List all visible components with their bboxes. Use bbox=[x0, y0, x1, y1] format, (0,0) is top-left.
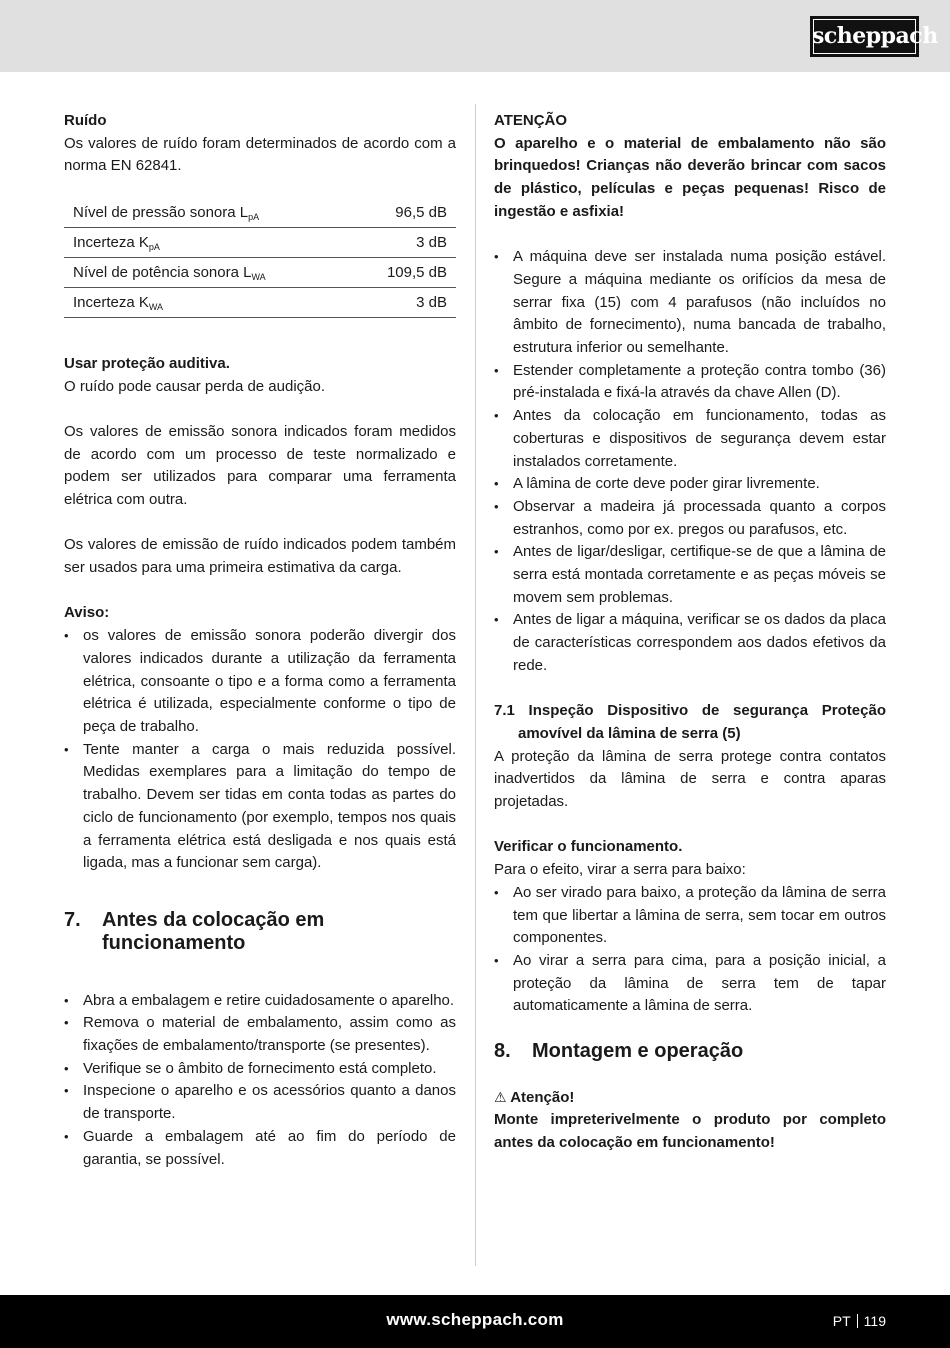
atencao-title: ATENÇÃO bbox=[494, 112, 568, 129]
emission-paragraph-2: Os valores de emissão de ruído indicados podem também ser usados para uma primeira estimativa da carga. bbox=[64, 536, 456, 577]
list-item: • Abra a embalagem e retire cuidadosamente o aparelho. bbox=[64, 990, 456, 1013]
noise-intro: Os valores de ruído foram determinados de acordo com a norma EN 62841. bbox=[64, 134, 456, 175]
emission-paragraph-1: Os valores de emissão sonora indicados foram medidos de acordo com um processo de teste normalizado e podem ser utilizados para comparar uma ferramenta elétrica com outra. bbox=[64, 422, 456, 508]
noise-value: 3 dB bbox=[350, 288, 456, 318]
chapter-7-list bbox=[64, 990, 456, 1172]
chapter-title: Antes da colocação em funcionamento bbox=[102, 908, 325, 954]
section-7-1-text: A proteção da lâmina de serra protege contra contatos inadvertidos da lâmina de serra e contra aparas projetadas. bbox=[494, 747, 886, 811]
warning-triangle-icon: ⚠ bbox=[494, 1088, 507, 1105]
table-row bbox=[64, 288, 456, 318]
page-separator bbox=[857, 1314, 858, 1328]
list-item: • Ao virar a serra para cima, para a posição inicial, a proteção da lâmina de serra tem de tapar automaticamente a lâmina de serra. bbox=[494, 950, 886, 1018]
list-item: • Ao ser virado para baixo, a proteção da lâmina de serra tem que libertar a lâmina de serra, sem tocar em outros componentes. bbox=[494, 882, 886, 950]
page-number: 119 bbox=[863, 1313, 886, 1329]
verify-list bbox=[494, 882, 886, 1018]
column-divider bbox=[475, 104, 476, 1266]
brand-logo: scheppach bbox=[810, 16, 919, 57]
list-item: • Antes da colocação em funcionamento, todas as coberturas e dispositivos de segurança devem estar instalados corretamente. bbox=[494, 405, 886, 473]
hearing-title: Usar proteção auditiva. bbox=[64, 354, 230, 372]
list-item: • Antes de ligar/desligar, certifique-se de que a lâmina de serra está montada corretamente e as peças móveis se movem sem problemas. bbox=[494, 541, 886, 609]
hearing-text: O ruído pode causar perda de audição. bbox=[64, 377, 326, 395]
caution-title-line bbox=[494, 1086, 886, 1110]
noise-label: Nível de potência sonora $L_{WA}$ bbox=[64, 258, 350, 288]
chapter-title: Montagem e operação bbox=[532, 1040, 744, 1063]
list-item: • Observar a madeira já processada quanto a corpos estranhos, como por ex. pregos ou parafusos, etc. bbox=[494, 496, 886, 541]
list-item: • Verifique se o âmbito de fornecimento está completo. bbox=[64, 1058, 456, 1081]
list-item: • A lâmina de corte deve poder girar livremente. bbox=[494, 473, 886, 496]
page-indicator bbox=[833, 1310, 886, 1333]
list-item: • A máquina deve ser instalada numa posição estável. Segure a máquina mediante os orifícios da mesa de serrar fixa (15) com 4 parafusos (não incluídos no âmbito de fornecimento), numa bancada de trabalho, estrutura inferior ou semelhante. bbox=[494, 246, 886, 360]
list-item: • os valores de emissão sonora poderão divergir dos valores indicados durante a utilização da ferramenta elétrica, consoante o tipo e a forma como a ferramenta elétrica é utilizada, especialmente conforme o tipo de peça de trabalho. bbox=[64, 625, 456, 739]
footer-band bbox=[0, 1295, 950, 1348]
aviso-title: Aviso: bbox=[64, 604, 110, 622]
header-band bbox=[0, 0, 950, 72]
noise-label: Incerteza $K_{pA}$ bbox=[64, 228, 350, 258]
caution-text: Monte impreterivelmente o produto por completo antes da colocação em funcionamento! bbox=[494, 1111, 886, 1152]
list-item: • Guarde a embalagem até ao fim do período de garantia, se possível. bbox=[64, 1126, 456, 1171]
noise-label: Nível de pressão sonora $L_{pA}$ bbox=[64, 198, 350, 228]
chapter-number: 8. bbox=[494, 1040, 511, 1063]
noise-table bbox=[64, 198, 456, 318]
verify-title: Verificar o funcionamento. bbox=[494, 838, 683, 856]
aviso-list bbox=[64, 625, 456, 875]
chapter-8-heading bbox=[494, 1040, 886, 1063]
right-column bbox=[494, 110, 886, 1155]
verify-text: Para o efeito, virar a serra para baixo: bbox=[494, 861, 746, 879]
noise-value: 3 dB bbox=[350, 228, 456, 258]
table-row bbox=[64, 258, 456, 288]
list-item: • Antes de ligar a máquina, verificar se os dados da placa de características correspondem aos dados efetivos da rede. bbox=[494, 609, 886, 677]
noise-label: Incerteza $K_{WA}$ bbox=[64, 288, 350, 318]
footer-url-link[interactable]: www.scheppach.com bbox=[386, 1310, 564, 1329]
chapter-number: 7. bbox=[64, 908, 81, 931]
left-column bbox=[64, 110, 456, 1171]
noise-value: 109,5 dB bbox=[350, 258, 456, 288]
list-item: • Remova o material de embalamento, assim como as fixações de embalamento/transporte (se presentes). bbox=[64, 1012, 456, 1057]
table-row bbox=[64, 198, 456, 228]
setup-list bbox=[494, 246, 886, 677]
list-item: • Estender completamente a proteção contra tombo (36) pré-instalada e fixá-la através da chave Allen (D). bbox=[494, 360, 886, 405]
noise-value: 96,5 dB bbox=[350, 198, 456, 228]
noise-title: Ruído bbox=[64, 112, 107, 129]
language-code: PT bbox=[832, 1313, 851, 1329]
list-item: • Inspecione o aparelho e os acessórios quanto a danos de transporte. bbox=[64, 1080, 456, 1125]
list-item: • Tente manter a carga o mais reduzida possível. Medidas exemplares para a limitação do tempo de trabalho. Devem ser tidas em conta todas as partes do ciclo de funcionamento (por exemplo, tempos nos quais a ferramenta elétrica está desligada e nos quais está ligada, mas a funcionar sem carga). bbox=[64, 739, 456, 875]
chapter-7-heading bbox=[64, 909, 456, 955]
section-7-1-heading: 7.1 Inspeção Dispositivo de segurança Proteção amovível da lâmina de serra (5) bbox=[494, 702, 886, 742]
table-row bbox=[64, 228, 456, 258]
caution-title: Atenção! bbox=[510, 1088, 575, 1106]
atencao-text: O aparelho e o material de embalamento não são brinquedos! Crianças não deverão brincar com sacos de plástico, películas e peças pequenas! Risco de ingestão e asfixia! bbox=[494, 134, 886, 220]
